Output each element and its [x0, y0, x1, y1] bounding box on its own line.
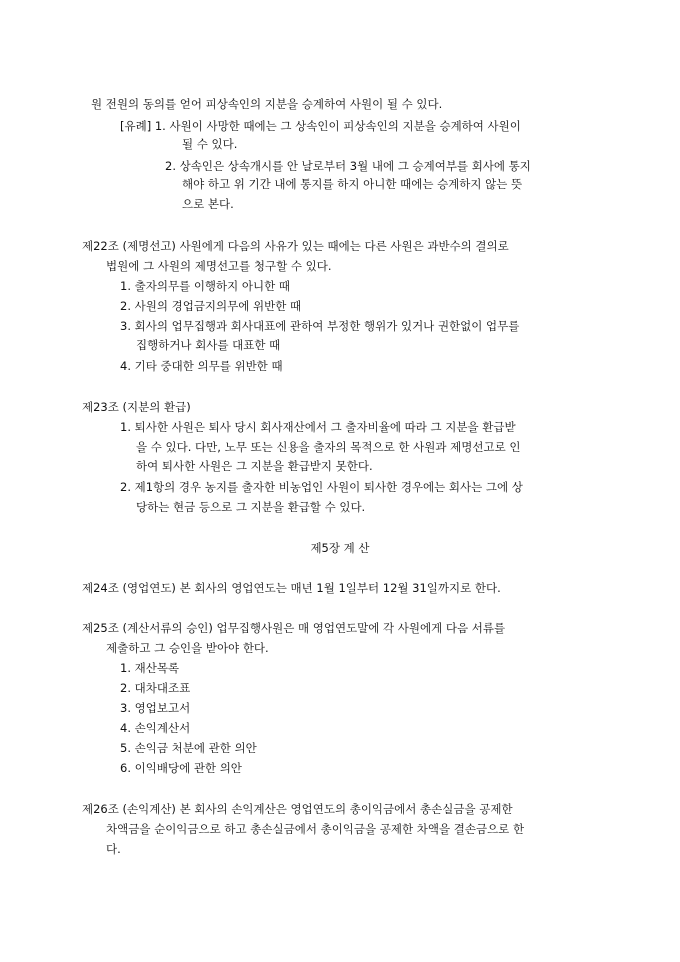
list-item: 1. 출자의무를 이행하지 아니한 때 [120, 279, 291, 293]
chapter-title: 제5장 계 산 [310, 541, 370, 555]
text-line: 하여 퇴사한 사원은 그 지분을 환급받지 못한다. [136, 459, 373, 473]
article-heading: 제24조 (영업연도) 본 회사의 영업연도는 매년 1월 1일부터 12월 31일까지로 한다. [82, 581, 501, 595]
list-item: 4. 손익계산서 [120, 721, 191, 735]
text-line: [유례] 1. 사원이 사망한 때에는 그 상속인이 피상속인의 지분을 승계하여 사원이 [120, 119, 521, 133]
text-line: 다. [106, 842, 121, 856]
text-line: 2. 상속인은 상속개시를 안 날로부터 3월 내에 그 승계여부를 회사에 통지 [165, 159, 531, 173]
text-line: 으로 본다. [182, 197, 234, 211]
text-line: 원 전원의 동의를 얻어 피상속인의 지분을 승계하여 사원이 될 수 있다. [91, 97, 443, 111]
article-heading: 제23조 (지분의 환급) [82, 400, 191, 414]
text-line: 해야 하고 위 기간 내에 통지를 하지 아니한 때에는 승계하지 않는 뜻 [182, 177, 523, 191]
text-line: 차액금을 순이익금으로 하고 총손실금에서 총이익금을 공제한 차액을 결손금으로 한 [106, 822, 525, 836]
article-heading: 제25조 (계산서류의 승인) 업무집행사원은 매 영업연도말에 각 사원에게 다음 서류를 [82, 621, 506, 635]
text-line: 제출하고 그 승인을 받아야 한다. [106, 641, 269, 655]
list-item: 2. 대차대조표 [120, 681, 191, 695]
text-line: 집행하거나 회사를 대표한 때 [136, 338, 281, 352]
article-heading: 제26조 (손익계산) 본 회사의 손익계산은 영업연도의 총이익금에서 총손실금을 공제한 [82, 802, 513, 816]
list-item: 3. 회사의 업무집행과 회사대표에 관하여 부정한 행위가 있거나 권한없이 업무를 [120, 319, 520, 333]
list-item: 1. 퇴사한 사원은 퇴사 당시 회사재산에서 그 출자비율에 따라 그 지분을 환급받 [120, 420, 516, 434]
list-item: 2. 제1항의 경우 농지를 출자한 비농업인 사원이 퇴사한 경우에는 회사는 그에 상 [120, 480, 523, 494]
text-line: 당하는 현금 등으로 그 지분을 환급할 수 있다. [136, 500, 366, 514]
article-heading: 제22조 (제명선고) 사원에게 다음의 사유가 있는 때에는 다른 사원은 과반수의 결의로 [82, 239, 509, 253]
list-item: 5. 손익금 처분에 관한 의안 [120, 741, 257, 755]
text-line: 을 수 있다. 다만, 노무 또는 신용을 출자의 목적으로 한 사원과 제명선고로 인 [136, 440, 521, 454]
list-item: 4. 기타 중대한 의무를 위반한 때 [120, 359, 283, 373]
list-item: 6. 이익배당에 관한 의안 [120, 761, 242, 775]
text-line: 될 수 있다. [182, 137, 238, 151]
text-line: 법원에 그 사원의 제명선고를 청구할 수 있다. [106, 259, 332, 273]
list-item: 3. 영업보고서 [120, 701, 191, 715]
list-item: 1. 재산목록 [120, 661, 180, 675]
list-item: 2. 사원의 경업금지의무에 위반한 때 [120, 299, 302, 313]
